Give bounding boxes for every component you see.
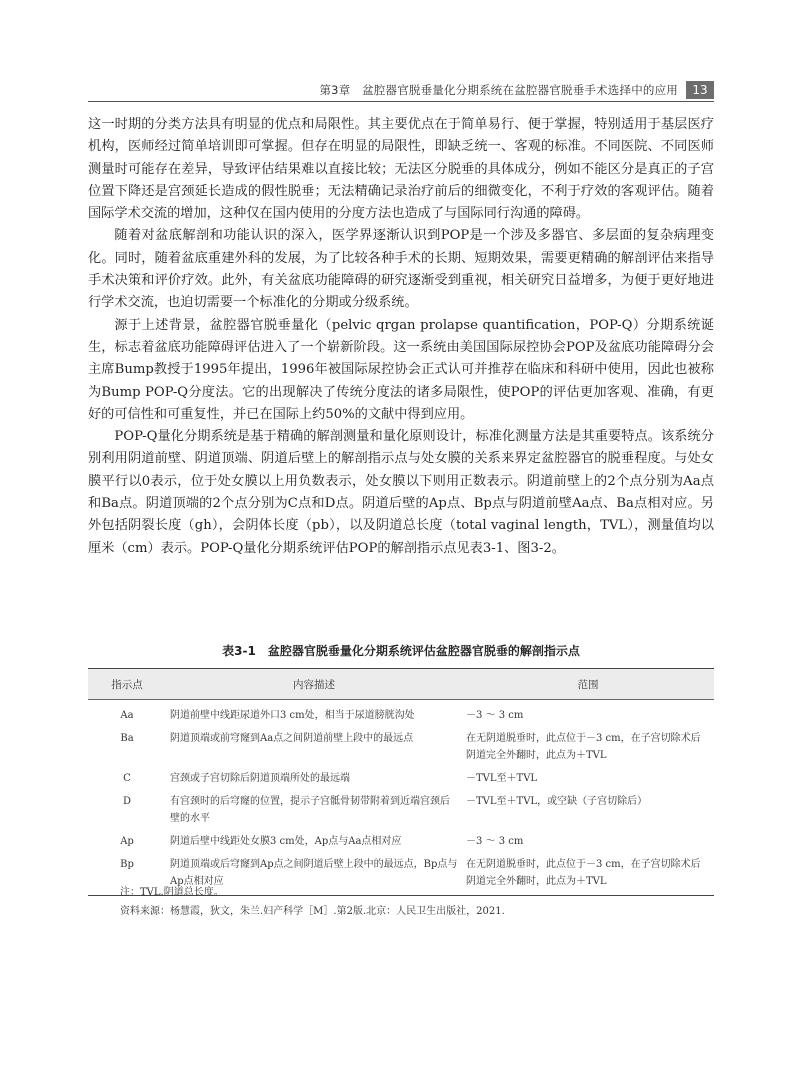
- table-footnote: 注：TVL.阴道总长度。: [120, 887, 224, 898]
- paragraph: 随着对盆底解剖和功能认识的深入，医学界逐渐认识到POP是一个涉及多器官、多层面的复杂病理变化。同时，随着盆底重建外科的发展，为了比较各种手术的长期、短期效果，需要更精确的解剖评估来指导手术决策和评价疗效。此外，有关盆底功能障碍的研究逐渐受到重视，相关研究日益增多，为便于更好地进行学术交流，也迫切需要一个标准化的分期或分级系统。: [88, 228, 714, 311]
- table-caption: 表3-1 盆腔器官脱垂量化分期系统评估盆腔器官脱垂的解剖指示点: [222, 644, 580, 658]
- point-cell: Ap: [120, 836, 134, 847]
- body-text: [88, 114, 714, 560]
- table-header-row: [88, 669, 714, 700]
- table-notes: [120, 883, 720, 921]
- chapter-title: 第3章 盆腔器官脱垂量化分期系统在盆腔器官脱垂手术选择中的应用: [319, 83, 678, 97]
- description-cell: 阴道顶端或前穹窿到Aa点之间阴道前壁上段中的最远点: [170, 733, 414, 744]
- range-cell: 在无阴道脱垂时，此点位于－3 cm，在子宫切除术后阴道完全外翻时，此点为＋TVL: [462, 853, 714, 896]
- running-header: [88, 80, 714, 100]
- description-cell: 有宫颈时的后穹窿的位置，提示子宫骶骨韧带附着到近端宫颈后壁的水平: [170, 796, 450, 824]
- table-row: [88, 727, 714, 767]
- paragraph: 这一时期的分类方法具有明显的优点和局限性。其主要优点在于简单易行、便于掌握，特别适用于基层医疗机构，医师经过简单培训即可掌握。但存在明显的局限性，即缺乏统一、客观的标准。不同医院、不同医师测量时可能存在差异，导致评估结果难以直接比较；无法区分脱垂的具体成分，例如不能区分是真正的子宫位置下降还是宫颈延长造成的假性脱垂；无法精确记录治疗前后的细微变化，不利于疗效的客观评估。随着国际学术交流的增加，这种仅在国内使用的分度方法也造成了与国际同行沟通的障碍。: [88, 117, 714, 222]
- point-cell: Ba: [120, 733, 134, 744]
- paragraph: POP-Q量化分期系统是基于精确的解剖测量和量化原则设计，标准化测量方法是其重要特点。该系统分别利用阴道前壁、阴道顶端、阴道后壁上的解剖指示点与处女膜的关系来界定盆腔器官的脱垂程度。与处女膜平行以0表示，位于处女膜以上用负数表示，处女膜以下则用正数表示。阴道前壁上的2个点分别为Aa点和Ba点。阴道顶端的2个点分别为C点和D点。阴道后壁的Ap点、Bp点与阴道前壁Aa点、Ba点相对应。另外包括阴裂长度（gh），会阴体长度（pb），以及阴道总长度（total vaginal length，TVL），测量值均以厘米（cm）表示。POP-Q量化分期系统评估POP的解剖指示点见表3-1、图3-2。: [88, 429, 714, 556]
- description-cell: 宫颈或子宫切除后阴道顶端所处的最远端: [170, 773, 350, 784]
- range-cell: －3 ～ 3 cm: [466, 710, 524, 721]
- table-row: [88, 767, 714, 790]
- description-cell: 阴道顶端或后穹窿到Ap点之间阴道后壁上段中的最远点，Bp点与Ap点相对应: [166, 853, 462, 896]
- range-cell: －TVL至＋TVL: [466, 773, 538, 784]
- table-row: [88, 830, 714, 853]
- page-number: 13: [686, 81, 714, 99]
- header-divider: [88, 101, 714, 102]
- column-header: 内容描述: [166, 669, 462, 700]
- description-cell: 阴道后壁中线距处女膜3 cm处，Ap点与Aa点相对应: [170, 836, 402, 847]
- point-cell: Aa: [120, 710, 134, 721]
- description-cell: 阴道前壁中线距尿道外口3 cm处，相当于尿道膀胱沟处: [170, 710, 415, 721]
- point-cell: D: [122, 796, 132, 807]
- range-cell: －TVL至＋TVL，或空缺（子宫切除后）: [466, 796, 648, 807]
- column-header: 指示点: [88, 669, 166, 700]
- column-header: 范围: [462, 669, 714, 700]
- range-cell: －3 ～ 3 cm: [466, 836, 524, 847]
- point-cell: Bp: [88, 853, 166, 896]
- source-citation: 资料来源：杨慧霞，狄文，朱兰.妇产科学［M］.第2版.北京：人民卫生出版社，2021.: [120, 906, 505, 917]
- paragraph: 源于上述背景，盆腔器官脱垂量化（pelvic qrgan prolapse quantification，POP-Q）分期系统诞生，标志着盆底功能障碍评估进入了一个崭新阶段。这一系统由美国国际尿控协会POP及盆底功能障碍分会主席Bump教授于1995年提出，1996年被国际尿控协会正式认可并推荐在临床和科研中使用，因此也被称为Bump POP-Q分度法。它的出现解决了传统分度法的诸多局限性，使POP的评估更加客观、准确，有更好的可信性和可重复性，并已在国际上约50%的文献中得到应用。: [88, 317, 714, 422]
- range-cell: 在无阴道脱垂时，此点位于－3 cm，在子宫切除术后阴道完全外翻时，此点为＋TVL: [466, 733, 701, 761]
- anatomy-points-table: [88, 668, 714, 896]
- point-cell: C: [123, 773, 131, 784]
- table-row: [88, 700, 714, 728]
- table-row: [88, 790, 714, 830]
